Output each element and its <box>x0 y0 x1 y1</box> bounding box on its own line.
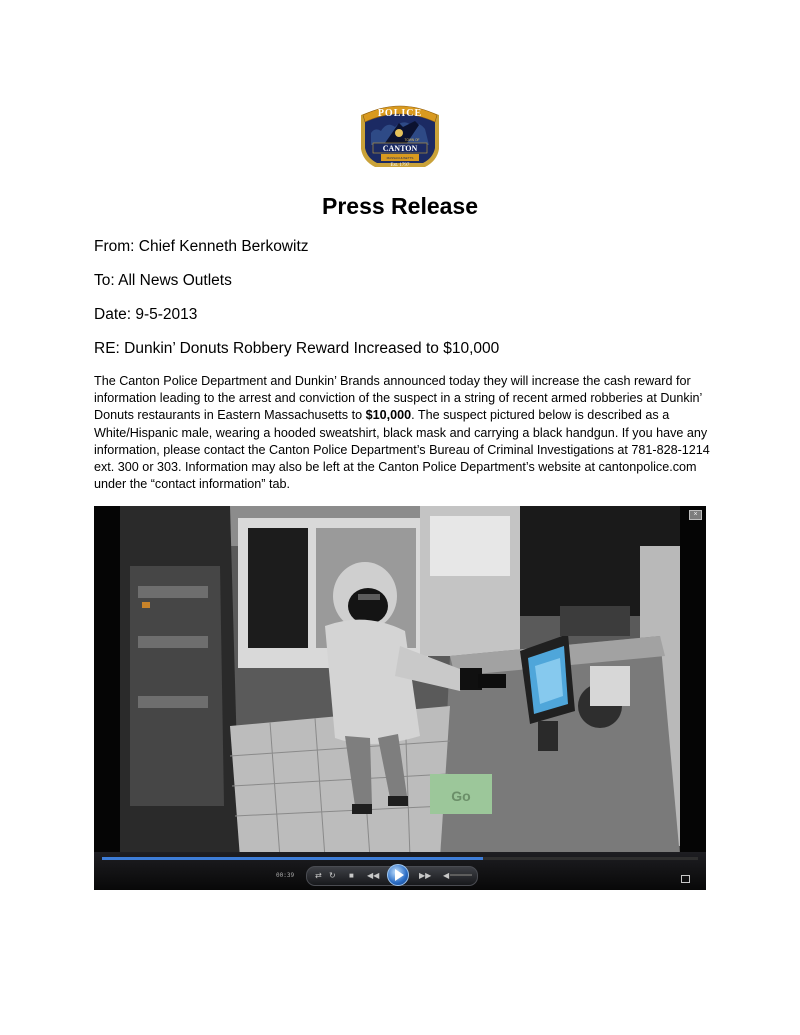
page-title: Press Release <box>321 193 478 219</box>
play-button[interactable] <box>387 864 409 886</box>
speaker-icon[interactable]: ◀ <box>443 871 450 880</box>
close-icon[interactable]: × <box>689 510 702 520</box>
play-icon <box>395 869 404 881</box>
body-text-part-1: The Canton Police Department and Dunkin’ Brands announced today they will increase the cash reward for information leading to the arrest and conviction of the suspect in a string of recent armed robberies at Dunkin’ Donuts restaurants in Eastern Massachusetts to <box>94 374 702 423</box>
rewind-icon[interactable]: ◀◀ <box>367 871 380 880</box>
body-text-part-2: . The suspect pictured below is described as a White/Hispanic male, wearing a hooded sweatshirt, black mask and carrying a black handgun. If you have any information, please contact the Canton Police Department’s Bureau of Criminal Investigations at 781-828-1214 ext. 300 or 303. Information may also be left at the Canton Police Department’s website at cantonpolice.com under the “contact information” tab. <box>94 408 710 492</box>
counter-sign-text: Go <box>451 788 471 804</box>
badge-town-label: TOWN OF <box>404 138 420 142</box>
video-player[interactable] <box>94 506 706 890</box>
body-paragraph <box>94 373 710 493</box>
badge-town-name: CANTON <box>382 144 418 153</box>
stop-icon[interactable]: ■ <box>349 871 354 880</box>
fast-forward-icon[interactable]: ▶▶ <box>419 871 432 880</box>
repeat-icon[interactable]: ↻ <box>329 871 336 880</box>
badge-state: MASSACHUSETTS <box>386 156 414 160</box>
timecode-readout: 00:39 <box>276 872 295 879</box>
police-badge-graphic <box>355 97 445 171</box>
from-line: From: Chief Kenneth Berkowitz <box>94 238 309 255</box>
surveillance-scene <box>120 506 680 858</box>
fullscreen-icon[interactable] <box>681 875 690 883</box>
badge-established: Est. 1797 <box>390 163 410 168</box>
volume-slider[interactable] <box>450 874 472 876</box>
surveillance-still <box>120 506 680 858</box>
subject-line: RE: Dunkin’ Donuts Robbery Reward Increased to $10,000 <box>94 340 500 357</box>
seek-bar-progress <box>102 857 483 860</box>
player-controls <box>94 852 706 890</box>
seek-bar[interactable] <box>102 857 698 860</box>
date-line: Date: 9-5-2013 <box>94 306 198 323</box>
police-badge-logo <box>355 97 445 171</box>
reward-amount: $10,000 <box>365 408 412 423</box>
badge-top-text: POLICE <box>377 108 423 119</box>
shuffle-icon[interactable]: ⇄ <box>315 871 322 880</box>
to-line: To: All News Outlets <box>94 272 232 289</box>
